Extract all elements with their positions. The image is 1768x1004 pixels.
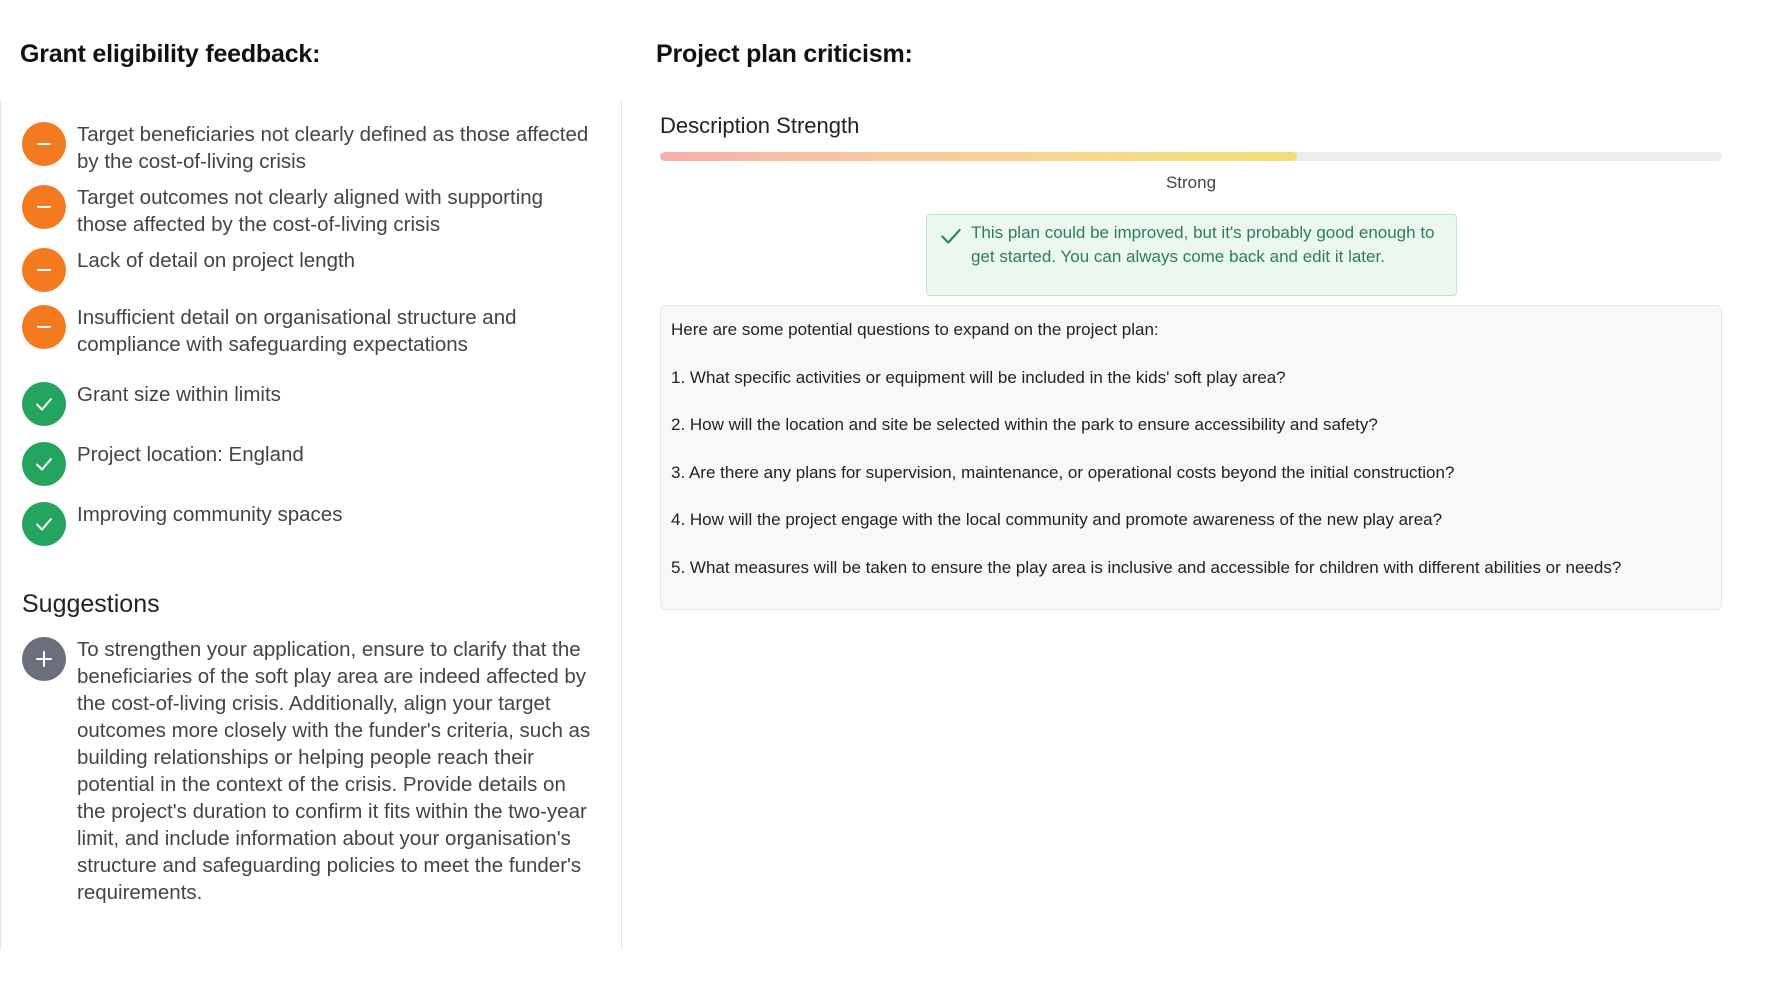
check-circle-icon <box>22 502 66 546</box>
check-circle-icon <box>22 382 66 426</box>
minus-circle-icon <box>22 122 66 166</box>
feedback-text: Insufficient detail on organisational structure and compliance with safeguarding expectations <box>77 306 517 356</box>
question-item: 5. What measures will be taken to ensure the play area is inclusive and accessible for children with different abilities or needs? <box>671 557 1622 577</box>
suggestion-item <box>22 637 597 906</box>
suggestion-text: To strengthen your application, ensure to clarify that the beneficiaries of the soft play area are indeed affected by the cost-of-living crisis. Additionally, align your target outcomes more closely with the funder's criteria, such as building relationships or helping people reach their potential in the context of the crisis. Provide details on the project's duration to confirm it fits within the two-year limit, and include information about your organisation's structure and safeguarding policies to meet the funder's requirements. <box>77 638 591 904</box>
feedback-item <box>22 305 597 358</box>
plus-circle-icon <box>22 637 66 681</box>
description-strength-title: Description Strength <box>660 113 860 138</box>
feedback-text: Project location: England <box>77 443 304 466</box>
plan-status-notice <box>926 214 1457 296</box>
suggestions-heading: Suggestions <box>22 590 160 618</box>
question-item: 3. Are there any plans for supervision, maintenance, or operational costs beyond the initial construction? <box>671 462 1455 482</box>
feedback-text: Grant size within limits <box>77 383 281 406</box>
minus-circle-icon <box>22 248 66 292</box>
feedback-item <box>22 502 597 546</box>
minus-circle-icon <box>22 305 66 349</box>
question-item: 4. How will the project engage with the local community and promote awareness of the new play area? <box>671 510 1443 529</box>
questions-intro: Here are some potential questions to expand on the project plan: <box>671 320 1159 339</box>
checkmark-icon <box>938 223 964 249</box>
strength-meter <box>660 152 1722 161</box>
feedback-item <box>22 442 597 486</box>
feedback-item <box>22 185 597 238</box>
feedback-item <box>22 122 597 175</box>
project-plan-criticism-heading: Project plan criticism: <box>656 40 913 68</box>
minus-circle-icon <box>22 185 66 229</box>
feedback-item <box>22 248 597 292</box>
notice-text: This plan could be improved, but it's probably good enough to get started. You can always come back and edit it later. <box>971 223 1435 266</box>
feedback-text: Target outcomes not clearly aligned with supporting those affected by the cost-of-living crisis <box>77 186 544 236</box>
check-circle-icon <box>22 442 66 486</box>
feedback-item <box>22 382 597 426</box>
grant-eligibility-heading: Grant eligibility feedback: <box>20 40 321 68</box>
strength-meter-fill <box>660 152 1297 161</box>
strength-label: Strong <box>1165 173 1217 192</box>
question-item: 1. What specific activities or equipment will be included in the kids' soft play area? <box>671 367 1286 387</box>
question-item: 2. How will the location and site be selected within the park to ensure accessibility and safety? <box>671 415 1378 434</box>
questions-box <box>660 305 1722 610</box>
feedback-text: Target beneficiaries not clearly defined as those affected by the cost-of-living crisis <box>77 123 589 173</box>
feedback-text: Improving community spaces <box>77 503 343 526</box>
feedback-text: Lack of detail on project length <box>77 249 356 272</box>
